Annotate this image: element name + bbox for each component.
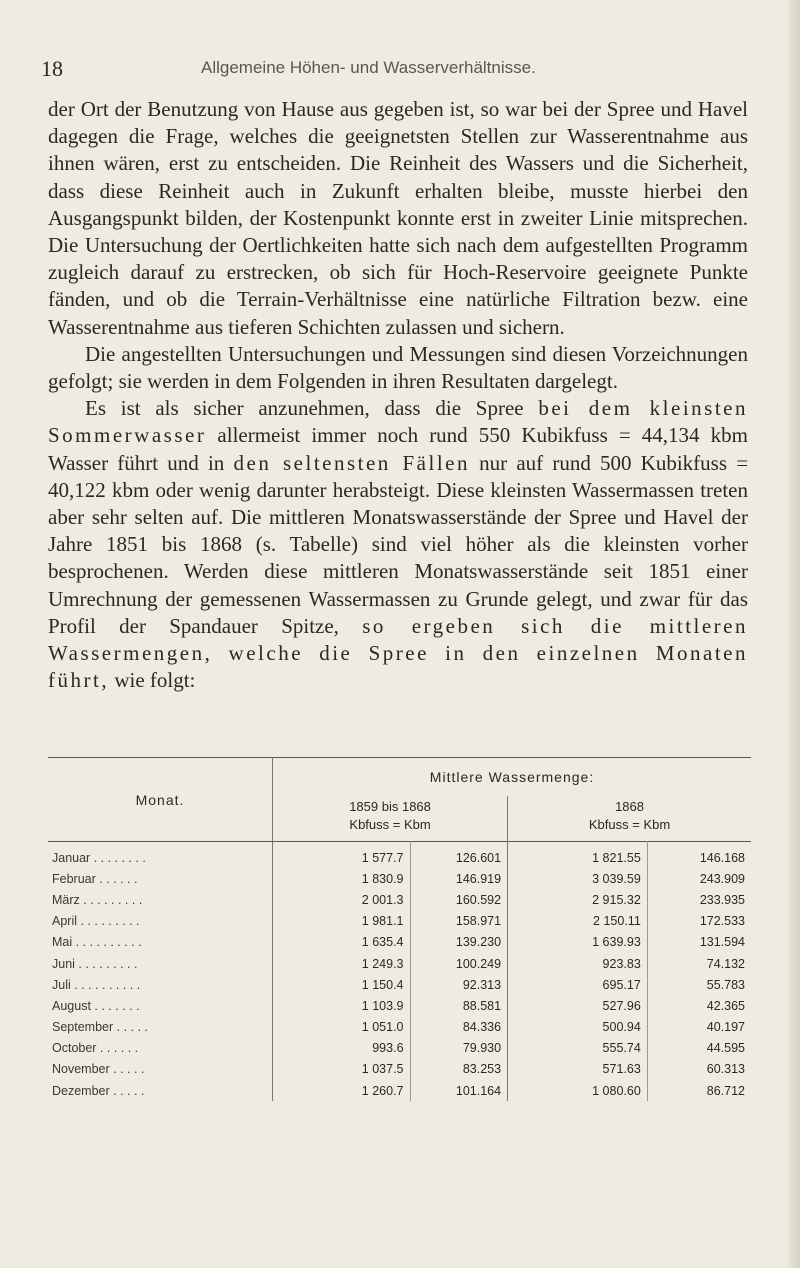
kbfuss-1859-1868-cell: 1 635.4 <box>273 932 410 953</box>
paragraph-3-spaced-2: den seltensten Fällen <box>233 450 470 475</box>
paragraph-3-spaced-1: bei dem kleinsten Sommerwasser <box>48 396 748 448</box>
group-header: Mittlere Wassermenge: <box>273 758 751 797</box>
kbm-1868-cell: 40.197 <box>647 1017 751 1038</box>
table-row <box>48 953 751 974</box>
page-header <box>41 56 740 86</box>
kbfuss-1868-cell: 500.94 <box>508 1017 648 1038</box>
kbfuss-1868-cell: 923.83 <box>508 953 648 974</box>
col-b-units: Kbfuss = Kbm <box>588 817 671 832</box>
month-cell: September . . . . . <box>52 1020 148 1035</box>
kbm-1859-1868-cell: 160.592 <box>410 889 508 910</box>
kbm-1868-cell: 60.313 <box>647 1059 751 1080</box>
kbm-1868-cell: 233.935 <box>647 889 751 910</box>
table-row <box>48 842 751 869</box>
kbm-1859-1868-cell: 126.601 <box>410 842 508 869</box>
kbfuss-1868-cell: 1 080.60 <box>508 1080 648 1101</box>
kbfuss-1859-1868-cell: 1 577.7 <box>273 842 410 869</box>
col-b-header <box>508 796 751 842</box>
paragraph-3-spaced-3: so ergeben sich die mittleren Wassermengen, welche die Spree in den einzelnen Monaten führt, <box>48 613 748 693</box>
kbfuss-1868-cell: 695.17 <box>508 974 648 995</box>
kbfuss-1859-1868-cell: 1 051.0 <box>273 1017 410 1038</box>
col-a-units: Kbfuss = Kbm <box>349 817 431 832</box>
kbfuss-1868-cell: 1 821.55 <box>508 842 648 869</box>
kbfuss-1859-1868-cell: 1 037.5 <box>273 1059 410 1080</box>
table-row <box>48 1038 751 1059</box>
table-body <box>48 842 751 1102</box>
kbfuss-1859-1868-cell: 1 830.9 <box>273 868 410 889</box>
kbm-1859-1868-cell: 92.313 <box>410 974 508 995</box>
kbm-1859-1868-cell: 100.249 <box>410 953 508 974</box>
kbfuss-1868-cell: 527.96 <box>508 995 648 1016</box>
table-row <box>48 932 751 953</box>
body-text <box>48 96 748 694</box>
month-cell: Dezember . . . . . <box>52 1083 145 1098</box>
kbfuss-1859-1868-cell: 1 260.7 <box>273 1080 410 1101</box>
month-cell: August . . . . . . . <box>52 998 140 1013</box>
month-cell: Januar . . . . . . . . <box>52 850 146 865</box>
kbfuss-1859-1868-cell: 1 981.1 <box>273 911 410 932</box>
kbfuss-1868-cell: 571.63 <box>508 1059 648 1080</box>
kbm-1868-cell: 44.595 <box>647 1038 751 1059</box>
col-b-years: 1868 <box>615 799 644 814</box>
month-cell: Mai . . . . . . . . . . <box>52 935 142 950</box>
paragraph-1: der Ort der Benutzung von Hause aus gegeben ist, so war bei der Spree und Havel dagegen die Frage, welches die geeignetsten Stellen zur Wasserentnahme aus ihnen wären, erst zu entscheiden. Die Reinheit des Wassers und die Sicherheit, dass diese Reinheit auch in Zukunft erhalten bleibe, musste hierbei den Ausgangspunkt bilden, der Kostenpunkt konnte erst in zweiter Linie mitsprechen. Die Untersuchung der Oertlichkeiten hatte sich nach dem aufgestellten Programm zugleich darauf zu erstrecken, ob sich für Hoch-Reservoire geeignete Punkte fänden, und ob die Terrain-Verhältnisse eine natürliche Filtration bezw. eine Wasserentnahme aus tieferen Schichten zulassen und sichern. <box>48 97 748 339</box>
table-row <box>48 1080 751 1101</box>
paragraph-2: Die angestellten Untersuchungen und Messungen sind diesen Vorzeichnungen gefolgt; sie werden in dem Folgenden in ihren Resultaten dargelegt. <box>48 341 748 394</box>
kbm-1868-cell: 55.783 <box>647 974 751 995</box>
kbm-1859-1868-cell: 79.930 <box>410 1038 508 1059</box>
kbm-1868-cell: 172.533 <box>647 911 751 932</box>
kbm-1859-1868-cell: 139.230 <box>410 932 508 953</box>
table-row <box>48 889 751 910</box>
kbfuss-1859-1868-cell: 1 103.9 <box>273 995 410 1016</box>
table-row <box>48 911 751 932</box>
kbm-1868-cell: 42.365 <box>647 995 751 1016</box>
kbm-1868-cell: 146.168 <box>647 842 751 869</box>
kbm-1859-1868-cell: 83.253 <box>410 1059 508 1080</box>
col-a-header <box>273 796 508 842</box>
month-cell: November . . . . . <box>52 1062 145 1077</box>
kbm-1868-cell: 243.909 <box>647 868 751 889</box>
kbm-1859-1868-cell: 84.336 <box>410 1017 508 1038</box>
month-cell: Juli . . . . . . . . . . <box>52 977 141 992</box>
kbm-1868-cell: 86.712 <box>647 1080 751 1101</box>
table-row <box>48 868 751 889</box>
col-a-years: 1859 bis 1868 <box>349 799 431 814</box>
month-cell: Juni . . . . . . . . . <box>52 956 138 971</box>
month-cell: März . . . . . . . . . <box>52 892 143 907</box>
kbm-1868-cell: 74.132 <box>647 953 751 974</box>
month-cell: Februar . . . . . . <box>52 871 138 886</box>
paragraph-3-text-2: allermeist immer noch rund 550 Kubikfuss = 44,134 kbm Wasser führt und in <box>48 423 748 475</box>
month-cell: April . . . . . . . . . <box>52 914 140 929</box>
kbfuss-1859-1868-cell: 993.6 <box>273 1038 410 1059</box>
kbm-1859-1868-cell: 146.919 <box>410 868 508 889</box>
paragraph-3-text-3: nur auf rund 500 Kubikfuss = 40,122 kbm oder wenig darunter herabsteigt. Diese kleinsten Wassermassen treten aber sehr selten auf. Die mittleren Monatswasserstände der Spree und Havel der Jahre 1851 bis 1868 (s. Tabelle) sind viel höher als die kleinsten vorher besprochenen. Werden diese mittleren Monatswasserstände seit 1851 einer Umrechnung der gemessenen Wassermassen zu Grunde gelegt, und zwar für das Profil der Spandauer Spitze, <box>48 450 749 638</box>
page-edge <box>788 0 800 1268</box>
kbfuss-1859-1868-cell: 2 001.3 <box>273 889 410 910</box>
table-row <box>48 1059 751 1080</box>
paragraph-3 <box>48 395 748 694</box>
table-row <box>48 995 751 1016</box>
water-volume-table <box>48 757 751 1101</box>
kbm-1868-cell: 131.594 <box>647 932 751 953</box>
month-cell: October . . . . . . <box>52 1041 139 1056</box>
table-row <box>48 1017 751 1038</box>
kbfuss-1868-cell: 3 039.59 <box>508 868 648 889</box>
kbm-1859-1868-cell: 88.581 <box>410 995 508 1016</box>
kbfuss-1868-cell: 2 150.11 <box>508 911 648 932</box>
kbfuss-1859-1868-cell: 1 150.4 <box>273 974 410 995</box>
kbm-1859-1868-cell: 158.971 <box>410 911 508 932</box>
kbfuss-1859-1868-cell: 1 249.3 <box>273 953 410 974</box>
paragraph-3-text-4: wie folgt: <box>114 668 196 693</box>
page-number: 18 <box>41 56 63 81</box>
table-row <box>48 974 751 995</box>
kbfuss-1868-cell: 2 915.32 <box>508 889 648 910</box>
kbfuss-1868-cell: 555.74 <box>508 1038 648 1059</box>
running-title: Allgemeine Höhen- und Wasserverhältnisse. <box>201 58 536 77</box>
kbfuss-1868-cell: 1 639.93 <box>508 932 648 953</box>
kbm-1859-1868-cell: 101.164 <box>410 1080 508 1101</box>
paragraph-3-text-1: Es ist als sicher anzunehmen, dass die Spree <box>85 396 524 421</box>
monat-header: Monat. <box>48 758 273 842</box>
